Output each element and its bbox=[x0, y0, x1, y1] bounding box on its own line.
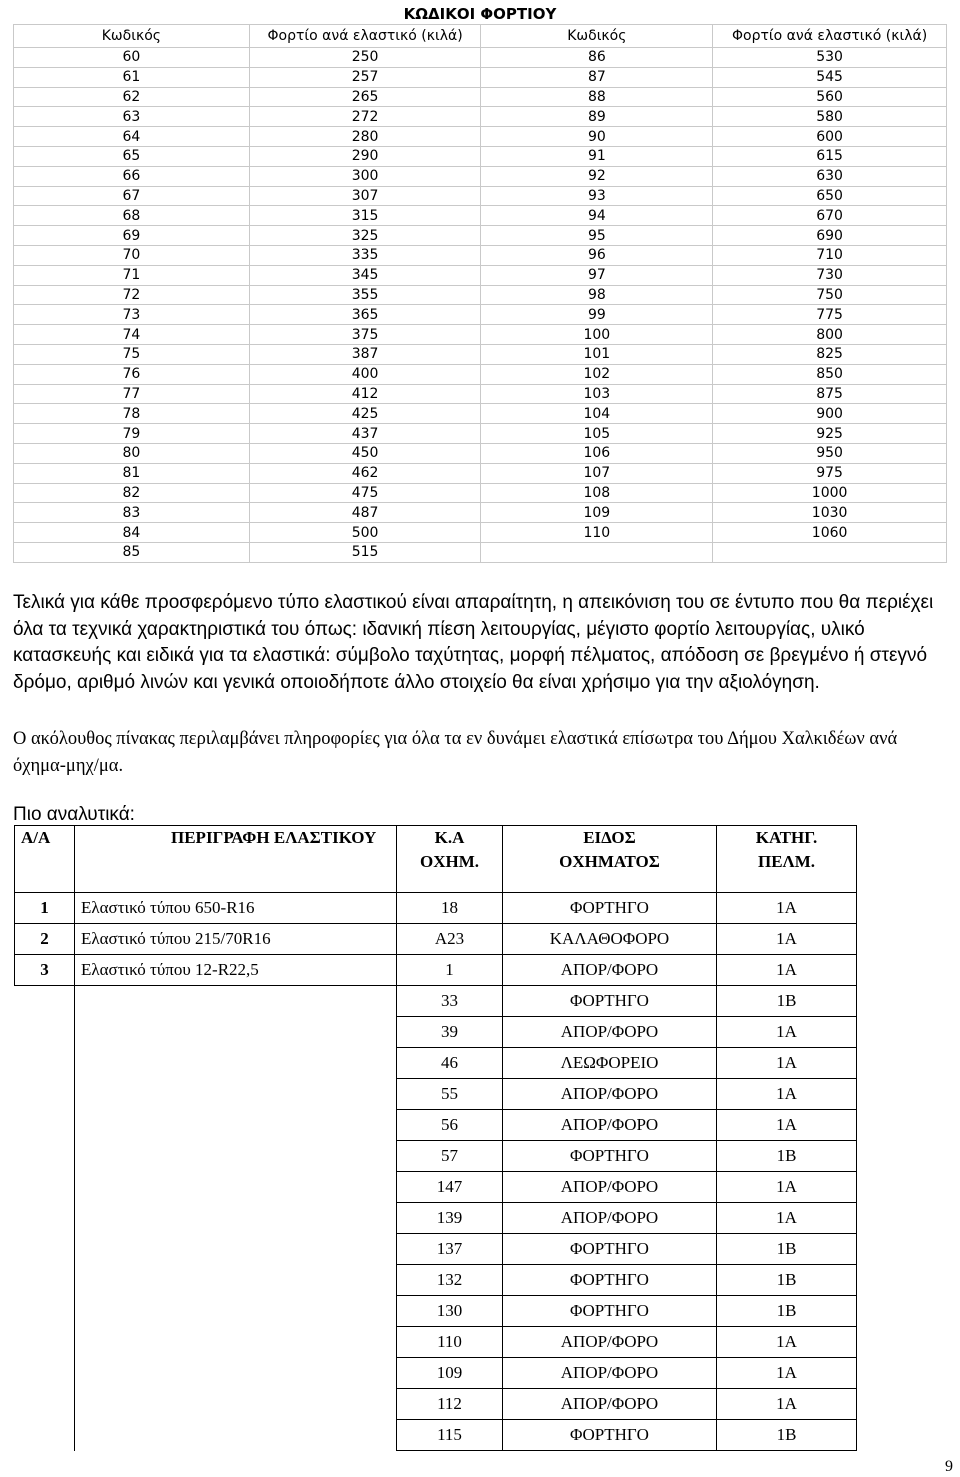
load-code-cell: 62 bbox=[14, 87, 250, 107]
load-value-cell: 670 bbox=[713, 206, 947, 226]
load-value-cell: 300 bbox=[249, 166, 481, 186]
load-code-cell: 99 bbox=[481, 305, 713, 325]
tire-description-cell bbox=[75, 1420, 397, 1451]
load-value-cell: 425 bbox=[249, 404, 481, 424]
load-value-cell bbox=[713, 542, 947, 562]
header-line: ΟΧΗΜ. bbox=[419, 852, 480, 871]
row-number-cell bbox=[15, 1110, 75, 1141]
row-number-cell bbox=[15, 1172, 75, 1203]
row-number-cell: 1 bbox=[15, 893, 75, 924]
column-header-load: Φορτίο ανά ελαστικό (κιλά) bbox=[249, 25, 481, 48]
row-number-cell bbox=[15, 1358, 75, 1389]
vehicle-code-cell: 137 bbox=[397, 1234, 503, 1265]
table-row bbox=[15, 955, 857, 986]
load-code-cell: 74 bbox=[14, 325, 250, 345]
tire-description-cell: Ελαστικό τύπου 12-R22,5 bbox=[75, 955, 397, 986]
load-value-cell: 257 bbox=[249, 67, 481, 87]
column-header-aa: Α/Α bbox=[15, 826, 75, 893]
table-row bbox=[14, 87, 947, 107]
load-value-cell: 925 bbox=[713, 424, 947, 444]
row-number-cell bbox=[15, 1234, 75, 1265]
tire-table bbox=[14, 825, 857, 1451]
tread-category-cell: 1Β bbox=[717, 1265, 857, 1296]
load-value-cell: 750 bbox=[713, 285, 947, 305]
load-code-cell: 67 bbox=[14, 186, 250, 206]
load-value-cell: 1030 bbox=[713, 503, 947, 523]
table-row bbox=[14, 245, 947, 265]
load-code-cell: 72 bbox=[14, 285, 250, 305]
load-code-cell: 71 bbox=[14, 265, 250, 285]
table-row bbox=[14, 364, 947, 384]
load-value-cell: 545 bbox=[713, 67, 947, 87]
load-value-cell: 515 bbox=[249, 542, 481, 562]
table-row bbox=[14, 443, 947, 463]
column-header-code: Κωδικός bbox=[481, 25, 713, 48]
load-value-cell: 387 bbox=[249, 344, 481, 364]
load-code-cell: 104 bbox=[481, 404, 713, 424]
table-row bbox=[14, 186, 947, 206]
load-value-cell: 950 bbox=[713, 443, 947, 463]
vehicle-code-cell: 110 bbox=[397, 1327, 503, 1358]
vehicle-type-cell: ΑΠΟΡ/ΦΟΡΟ bbox=[503, 1203, 717, 1234]
row-number-cell bbox=[15, 986, 75, 1017]
tire-description-cell bbox=[75, 1110, 397, 1141]
load-value-cell: 400 bbox=[249, 364, 481, 384]
column-header-code: Κωδικός bbox=[14, 25, 250, 48]
load-code-cell: 81 bbox=[14, 463, 250, 483]
vehicle-type-cell: ΑΠΟΡ/ΦΟΡΟ bbox=[503, 1079, 717, 1110]
column-header-vehicle-code bbox=[397, 826, 503, 893]
load-value-cell: 690 bbox=[713, 226, 947, 246]
load-code-cell: 66 bbox=[14, 166, 250, 186]
tread-category-cell: 1Α bbox=[717, 1017, 857, 1048]
table-row bbox=[15, 1110, 857, 1141]
load-code-cell: 88 bbox=[481, 87, 713, 107]
table-row bbox=[14, 344, 947, 364]
vehicle-type-cell: ΚΑΛΑΘΟΦΟΡΟ bbox=[503, 924, 717, 955]
load-value-cell: 530 bbox=[713, 48, 947, 68]
load-code-cell: 100 bbox=[481, 325, 713, 345]
vehicle-type-cell: ΑΠΟΡ/ΦΟΡΟ bbox=[503, 1110, 717, 1141]
load-value-cell: 850 bbox=[713, 364, 947, 384]
vehicle-code-cell: 115 bbox=[397, 1420, 503, 1451]
header-line: ΟΧΗΜΑΤΟΣ bbox=[559, 852, 660, 871]
tread-category-cell: 1Β bbox=[717, 1234, 857, 1265]
load-code-cell: 89 bbox=[481, 107, 713, 127]
load-code-cell: 86 bbox=[481, 48, 713, 68]
vehicle-type-cell: ΦΟΡΤΗΓΟ bbox=[503, 986, 717, 1017]
load-value-cell: 1000 bbox=[713, 483, 947, 503]
row-number-cell bbox=[15, 1048, 75, 1079]
load-value-cell: 615 bbox=[713, 146, 947, 166]
vehicle-code-cell: 1 bbox=[397, 955, 503, 986]
load-value-cell: 272 bbox=[249, 107, 481, 127]
load-value-cell: 875 bbox=[713, 384, 947, 404]
column-header-description: ΠΕΡΙΓΡΑΦΗ ΕΛΑΣΤΙΚΟΥ bbox=[75, 826, 397, 893]
load-value-cell: 325 bbox=[249, 226, 481, 246]
load-value-cell: 600 bbox=[713, 127, 947, 147]
load-code-cell: 79 bbox=[14, 424, 250, 444]
table-row bbox=[14, 483, 947, 503]
vehicle-type-cell: ΦΟΡΤΗΓΟ bbox=[503, 1141, 717, 1172]
tread-category-cell: 1Α bbox=[717, 1327, 857, 1358]
load-code-cell: 78 bbox=[14, 404, 250, 424]
tire-description-cell bbox=[75, 1079, 397, 1110]
load-code-cell: 91 bbox=[481, 146, 713, 166]
vehicle-type-cell: ΑΠΟΡ/ΦΟΡΟ bbox=[503, 1327, 717, 1358]
load-code-cell bbox=[481, 542, 713, 562]
tread-category-cell: 1Α bbox=[717, 924, 857, 955]
vehicle-code-cell: 56 bbox=[397, 1110, 503, 1141]
vehicle-type-cell: ΦΟΡΤΗΓΟ bbox=[503, 1296, 717, 1327]
paragraph-table-intro: Ο ακόλουθος πίνακας περιλαμβάνει πληροφορίες για όλα τα εν δυνάμει ελαστικά επίσωτρα του Δήμου Χαλκιδέων ανά όχημα-μηχ/μα. bbox=[13, 729, 898, 776]
tread-category-cell: 1Α bbox=[717, 1172, 857, 1203]
load-value-cell: 630 bbox=[713, 166, 947, 186]
tire-description-cell bbox=[75, 1203, 397, 1234]
vehicle-code-cell: 46 bbox=[397, 1048, 503, 1079]
load-value-cell: 335 bbox=[249, 245, 481, 265]
table-row bbox=[14, 265, 947, 285]
vehicle-code-cell: 112 bbox=[397, 1389, 503, 1420]
table-row bbox=[14, 67, 947, 87]
load-codes-title: ΚΩΔΙΚΟΙ ΦΟΡΤΙΟΥ bbox=[403, 5, 557, 23]
load-code-cell: 69 bbox=[14, 226, 250, 246]
table-row bbox=[14, 107, 947, 127]
load-code-cell: 93 bbox=[481, 186, 713, 206]
load-code-cell: 107 bbox=[481, 463, 713, 483]
vehicle-code-cell: 139 bbox=[397, 1203, 503, 1234]
load-code-cell: 68 bbox=[14, 206, 250, 226]
load-value-cell: 437 bbox=[249, 424, 481, 444]
row-number-cell: 2 bbox=[15, 924, 75, 955]
load-value-cell: 375 bbox=[249, 325, 481, 345]
load-code-cell: 102 bbox=[481, 364, 713, 384]
tread-category-cell: 1Β bbox=[717, 1420, 857, 1451]
load-value-cell: 462 bbox=[249, 463, 481, 483]
load-code-cell: 95 bbox=[481, 226, 713, 246]
vehicle-type-cell: ΦΟΡΤΗΓΟ bbox=[503, 893, 717, 924]
table-row bbox=[14, 424, 947, 444]
table-row bbox=[15, 924, 857, 955]
load-code-cell: 105 bbox=[481, 424, 713, 444]
vehicle-type-cell: ΦΟΡΤΗΓΟ bbox=[503, 1265, 717, 1296]
tire-description-cell bbox=[75, 1048, 397, 1079]
load-value-cell: 307 bbox=[249, 186, 481, 206]
vehicle-type-cell: ΑΠΟΡ/ΦΟΡΟ bbox=[503, 1172, 717, 1203]
header-line: ΚΑΤΗΓ. bbox=[755, 828, 818, 847]
load-value-cell: 365 bbox=[249, 305, 481, 325]
table-row bbox=[15, 1327, 857, 1358]
table-row bbox=[14, 166, 947, 186]
load-value-cell: 475 bbox=[249, 483, 481, 503]
row-number-cell bbox=[15, 1203, 75, 1234]
load-code-cell: 83 bbox=[14, 503, 250, 523]
column-header-vehicle-type bbox=[503, 826, 717, 893]
load-code-cell: 63 bbox=[14, 107, 250, 127]
table-row bbox=[14, 305, 947, 325]
load-value-cell: 710 bbox=[713, 245, 947, 265]
load-code-cell: 108 bbox=[481, 483, 713, 503]
load-code-cell: 82 bbox=[14, 483, 250, 503]
vehicle-code-cell: 132 bbox=[397, 1265, 503, 1296]
header-line: ΕΙΔΟΣ bbox=[583, 828, 636, 847]
table-row bbox=[14, 523, 947, 543]
vehicle-code-cell: 57 bbox=[397, 1141, 503, 1172]
load-codes-section bbox=[13, 4, 947, 563]
load-value-cell: 800 bbox=[713, 325, 947, 345]
tire-description-cell bbox=[75, 1017, 397, 1048]
table-row bbox=[14, 206, 947, 226]
load-code-cell: 110 bbox=[481, 523, 713, 543]
tire-description-cell bbox=[75, 1358, 397, 1389]
table-row bbox=[15, 1389, 857, 1420]
load-code-cell: 92 bbox=[481, 166, 713, 186]
vehicle-code-cell: 39 bbox=[397, 1017, 503, 1048]
tread-category-cell: 1Α bbox=[717, 1048, 857, 1079]
row-number-cell bbox=[15, 1017, 75, 1048]
load-code-cell: 101 bbox=[481, 344, 713, 364]
load-codes-table bbox=[13, 24, 947, 563]
load-code-cell: 109 bbox=[481, 503, 713, 523]
tire-description-cell bbox=[75, 1172, 397, 1203]
tread-category-cell: 1Α bbox=[717, 955, 857, 986]
column-header-tread-category bbox=[717, 826, 857, 893]
table-row bbox=[14, 127, 947, 147]
table-row bbox=[15, 893, 857, 924]
tire-description-cell bbox=[75, 1389, 397, 1420]
load-code-cell: 76 bbox=[14, 364, 250, 384]
tread-category-cell: 1Α bbox=[717, 893, 857, 924]
load-code-cell: 103 bbox=[481, 384, 713, 404]
load-value-cell: 730 bbox=[713, 265, 947, 285]
table-row bbox=[15, 1265, 857, 1296]
load-value-cell: 487 bbox=[249, 503, 481, 523]
load-code-cell: 84 bbox=[14, 523, 250, 543]
vehicle-type-cell: ΑΠΟΡ/ΦΟΡΟ bbox=[503, 1389, 717, 1420]
vehicle-type-cell: ΛΕΩΦΟΡΕΙΟ bbox=[503, 1048, 717, 1079]
load-code-cell: 70 bbox=[14, 245, 250, 265]
row-number-cell bbox=[15, 1079, 75, 1110]
load-value-cell: 290 bbox=[249, 146, 481, 166]
load-value-cell: 900 bbox=[713, 404, 947, 424]
paragraph-requirements: Τελικά για κάθε προσφερόμενο τύπο ελαστικού είναι απαραίτητη, η απεικόνιση του σε έντυπο που θα περιέχει όλα τα τεχνικά χαρακτηριστικά του όπως: ιδανική πίεση λειτουργίας, μέγιστο φορτίο λειτουργίας, υλικό κατασκευής και ειδικά για τα ελαστικά: σύμβολο ταχύτητας, μορφή πέλματος, απόδοση σε βρεγμένο ή στεγνό δρόμο, αριθμό λινών και γενικά οποιοδήποτε άλλο στοιχείο θα είναι χρήσιμο για την αξιολόγηση. bbox=[13, 592, 934, 693]
load-value-cell: 250 bbox=[249, 48, 481, 68]
tire-description-cell bbox=[75, 1141, 397, 1172]
table-row bbox=[14, 226, 947, 246]
vehicle-type-cell: ΦΟΡΤΗΓΟ bbox=[503, 1420, 717, 1451]
load-code-cell: 60 bbox=[14, 48, 250, 68]
load-value-cell: 280 bbox=[249, 127, 481, 147]
load-value-cell: 315 bbox=[249, 206, 481, 226]
load-code-cell: 75 bbox=[14, 344, 250, 364]
tread-category-cell: 1Α bbox=[717, 1358, 857, 1389]
tread-category-cell: 1Α bbox=[717, 1110, 857, 1141]
table-row bbox=[15, 1234, 857, 1265]
load-codes-header-row bbox=[14, 25, 947, 48]
tire-description-cell: Ελαστικό τύπου 215/70R16 bbox=[75, 924, 397, 955]
table-row bbox=[15, 1358, 857, 1389]
load-code-cell: 77 bbox=[14, 384, 250, 404]
tread-category-cell: 1Β bbox=[717, 986, 857, 1017]
row-number-cell bbox=[15, 1141, 75, 1172]
load-code-cell: 73 bbox=[14, 305, 250, 325]
load-code-cell: 97 bbox=[481, 265, 713, 285]
load-code-cell: 65 bbox=[14, 146, 250, 166]
load-value-cell: 975 bbox=[713, 463, 947, 483]
table-row bbox=[14, 48, 947, 68]
vehicle-type-cell: ΑΠΟΡ/ΦΟΡΟ bbox=[503, 955, 717, 986]
header-line: Κ.Α bbox=[434, 828, 465, 847]
load-code-cell: 85 bbox=[14, 542, 250, 562]
vehicle-code-cell: 147 bbox=[397, 1172, 503, 1203]
vehicle-code-cell: 109 bbox=[397, 1358, 503, 1389]
load-code-cell: 61 bbox=[14, 67, 250, 87]
vehicle-code-cell: 18 bbox=[397, 893, 503, 924]
row-number-cell bbox=[15, 1296, 75, 1327]
load-value-cell: 450 bbox=[249, 443, 481, 463]
vehicle-type-cell: ΑΠΟΡ/ΦΟΡΟ bbox=[503, 1358, 717, 1389]
table-row bbox=[14, 146, 947, 166]
load-value-cell: 355 bbox=[249, 285, 481, 305]
table-row bbox=[14, 325, 947, 345]
row-number-cell bbox=[15, 1327, 75, 1358]
row-number-cell: 3 bbox=[15, 955, 75, 986]
table-row bbox=[15, 1420, 857, 1451]
table-row bbox=[15, 1296, 857, 1327]
table-row bbox=[15, 1079, 857, 1110]
table-row bbox=[15, 1141, 857, 1172]
table-row bbox=[15, 986, 857, 1017]
load-value-cell: 500 bbox=[249, 523, 481, 543]
tread-category-cell: 1Β bbox=[717, 1141, 857, 1172]
load-value-cell: 825 bbox=[713, 344, 947, 364]
page-number: 9 bbox=[945, 1458, 953, 1475]
vehicle-type-cell: ΦΟΡΤΗΓΟ bbox=[503, 1234, 717, 1265]
load-code-cell: 94 bbox=[481, 206, 713, 226]
load-code-cell: 80 bbox=[14, 443, 250, 463]
load-value-cell: 775 bbox=[713, 305, 947, 325]
load-code-cell: 87 bbox=[481, 67, 713, 87]
tire-description-cell bbox=[75, 1234, 397, 1265]
table-row bbox=[14, 542, 947, 562]
load-value-cell: 265 bbox=[249, 87, 481, 107]
tire-description-cell bbox=[75, 1296, 397, 1327]
table-row bbox=[15, 1172, 857, 1203]
row-number-cell bbox=[15, 1420, 75, 1451]
row-number-cell bbox=[15, 1389, 75, 1420]
table-row bbox=[14, 404, 947, 424]
tire-description-cell bbox=[75, 1327, 397, 1358]
tire-table-header-row bbox=[15, 826, 857, 893]
load-code-cell: 98 bbox=[481, 285, 713, 305]
load-value-cell: 560 bbox=[713, 87, 947, 107]
table-row bbox=[15, 1048, 857, 1079]
load-code-cell: 64 bbox=[14, 127, 250, 147]
paragraph-lead-in: Πιο αναλυτικά: bbox=[13, 804, 135, 825]
tire-description-cell bbox=[75, 986, 397, 1017]
load-value-cell: 1060 bbox=[713, 523, 947, 543]
load-value-cell: 580 bbox=[713, 107, 947, 127]
tread-category-cell: 1Β bbox=[717, 1296, 857, 1327]
load-code-cell: 90 bbox=[481, 127, 713, 147]
table-row bbox=[14, 503, 947, 523]
vehicle-code-cell: Α23 bbox=[397, 924, 503, 955]
table-row bbox=[14, 384, 947, 404]
tire-description-cell: Ελαστικό τύπου 650-R16 bbox=[75, 893, 397, 924]
tire-description-cell bbox=[75, 1265, 397, 1296]
load-value-cell: 650 bbox=[713, 186, 947, 206]
table-row bbox=[15, 1017, 857, 1048]
load-code-cell: 96 bbox=[481, 245, 713, 265]
vehicle-type-cell: ΑΠΟΡ/ΦΟΡΟ bbox=[503, 1017, 717, 1048]
column-header-load: Φορτίο ανά ελαστικό (κιλά) bbox=[713, 25, 947, 48]
load-value-cell: 412 bbox=[249, 384, 481, 404]
vehicle-code-cell: 55 bbox=[397, 1079, 503, 1110]
table-row bbox=[15, 1203, 857, 1234]
table-row bbox=[14, 285, 947, 305]
table-row bbox=[14, 463, 947, 483]
header-line: ΠΕΛΜ. bbox=[757, 852, 816, 871]
tread-category-cell: 1Α bbox=[717, 1079, 857, 1110]
tread-category-cell: 1Α bbox=[717, 1389, 857, 1420]
vehicle-code-cell: 130 bbox=[397, 1296, 503, 1327]
load-value-cell: 345 bbox=[249, 265, 481, 285]
row-number-cell bbox=[15, 1265, 75, 1296]
vehicle-code-cell: 33 bbox=[397, 986, 503, 1017]
tread-category-cell: 1Α bbox=[717, 1203, 857, 1234]
load-code-cell: 106 bbox=[481, 443, 713, 463]
